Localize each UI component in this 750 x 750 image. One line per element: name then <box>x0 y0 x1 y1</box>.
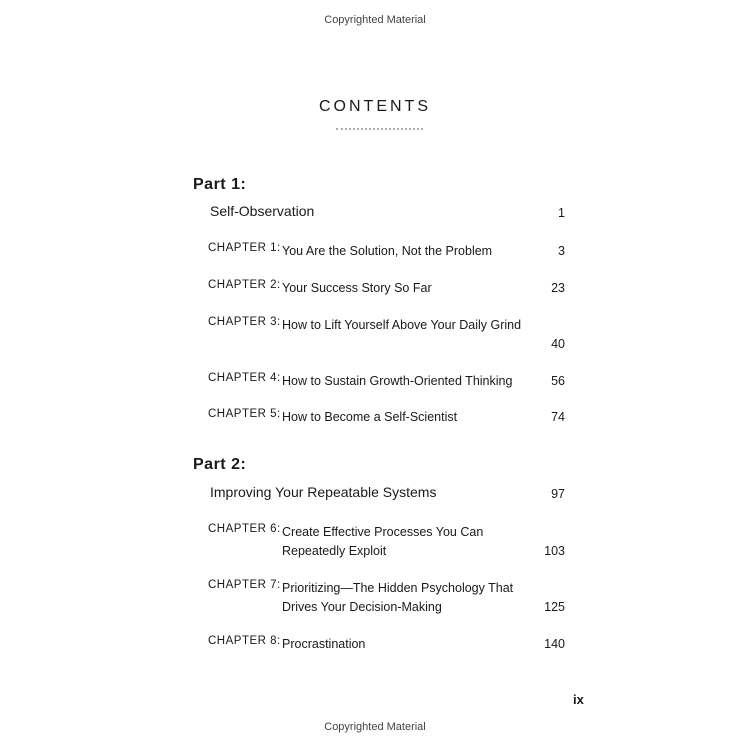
toc-entry <box>208 316 565 354</box>
page-number: 3 <box>558 244 565 258</box>
chapter-label: CHAPTER 2: <box>208 279 281 291</box>
title-divider <box>336 128 423 130</box>
chapter-label: CHAPTER 7: <box>208 579 281 591</box>
page-number: 40 <box>551 337 565 351</box>
chapter-label: CHAPTER 5: <box>208 408 281 420</box>
toc-entry <box>208 579 565 617</box>
chapter-title: How to Sustain Growth-Oriented Thinking <box>282 374 513 388</box>
chapter-title: Create Effective Processes You Can Repeatedly Exploit <box>282 525 484 558</box>
section-title: Improving Your Repeatable Systems <box>210 484 437 500</box>
section-title: Self-Observation <box>210 203 315 219</box>
copyright-watermark-bottom: Copyrighted Material <box>324 721 426 733</box>
chapter-title: Procrastination <box>282 637 366 651</box>
page-title: CONTENTS <box>319 98 431 115</box>
chapter-title: Your Success Story So Far <box>282 281 432 295</box>
chapter-label: CHAPTER 8: <box>208 635 281 647</box>
chapter-title: Prioritizing—The Hidden Psychology That Drives Your Decision-Making <box>282 581 514 614</box>
page-number: 23 <box>551 281 565 295</box>
page-number: 1 <box>558 206 565 220</box>
folio-page-number: ix <box>573 692 584 707</box>
chapter-label: CHAPTER 6: <box>208 523 281 535</box>
toc-entry <box>208 635 565 654</box>
page-number: 140 <box>544 637 565 651</box>
chapter-title: You Are the Solution, Not the Problem <box>282 244 493 258</box>
page-number: 74 <box>551 410 565 424</box>
copyright-watermark-top: Copyrighted Material <box>324 14 426 26</box>
chapter-label: CHAPTER 3: <box>208 316 281 328</box>
chapter-title: How to Become a Self-Scientist <box>282 410 458 424</box>
chapter-label: CHAPTER 4: <box>208 372 281 384</box>
page-number: 125 <box>544 600 565 614</box>
toc-entry <box>208 242 565 261</box>
toc-entry <box>208 408 565 427</box>
part-heading: Part 1: <box>193 176 247 193</box>
chapter-label: CHAPTER 1: <box>208 242 281 254</box>
toc-entry <box>208 279 565 298</box>
toc-entry <box>208 523 565 561</box>
chapter-title: How to Lift Yourself Above Your Daily Grind <box>282 318 522 332</box>
page-number: 103 <box>544 544 565 558</box>
toc-entry <box>208 372 565 391</box>
part-heading: Part 2: <box>193 456 247 473</box>
page-number: 56 <box>551 374 565 388</box>
page-number: 97 <box>551 487 565 501</box>
